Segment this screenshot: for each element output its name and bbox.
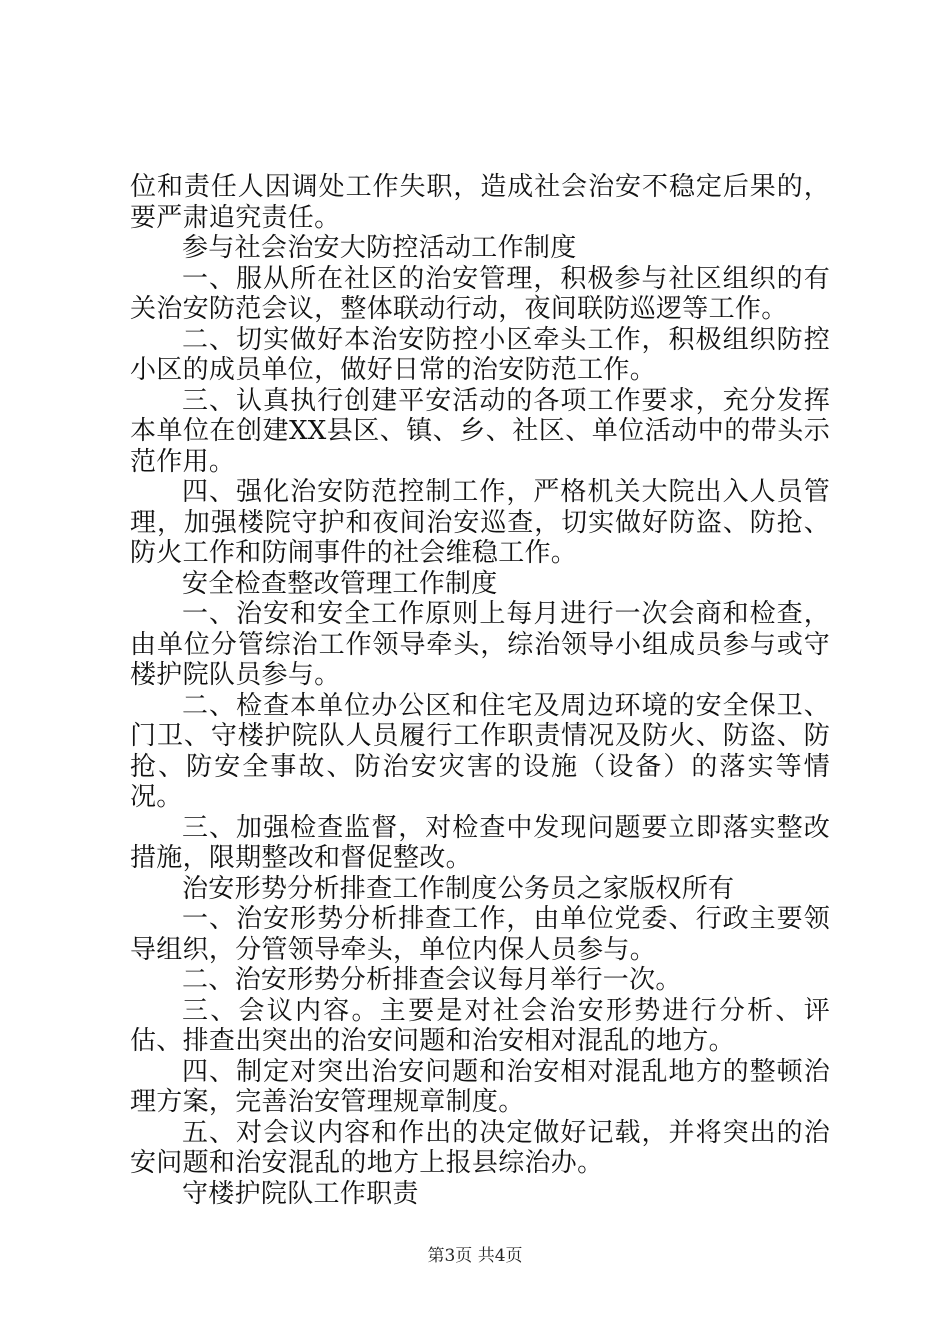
paragraph: 一、治安和安全工作原则上每月进行一次会商和检查，由单位分管综治工作领导牵头，综治领导小组成员参与或守楼护院队员参与。 <box>130 599 830 690</box>
paragraph: 位和责任人因调处工作失职，造成社会治安不稳定后果的，要严肃追究责任。 <box>130 172 830 233</box>
paragraph: 一、服从所在社区的治安管理，积极参与社区组织的有关治安防范会议，整体联动行动，夜间联防巡逻等工作。 <box>130 263 830 324</box>
paragraph: 一、治安形势分析排查工作，由单位党委、行政主要领导组织，分管领导牵头，单位内保人员参与。 <box>130 904 830 965</box>
document-body <box>130 172 830 1209</box>
page-footer: 第3页 共4页 <box>427 1246 523 1266</box>
paragraph: 五、对会议内容和作出的决定做好记载，并将突出的治安问题和治安混乱的地方上报县综治办。 <box>130 1117 830 1178</box>
paragraph: 二、切实做好本治安防控小区牵头工作，积极组织防控小区的成员单位，做好日常的治安防范工作。 <box>130 324 830 385</box>
paragraph: 守楼护院队工作职责 <box>182 1178 419 1209</box>
paragraph: 二、检查本单位办公区和住宅及周边环境的安全保卫、门卫、守楼护院队人员履行工作职责情况及防火、防盗、防抢、防安全事故、防治安灾害的设施（设备）的落实等情况。 <box>130 690 830 812</box>
paragraph: 三、认真执行创建平安活动的各项工作要求，充分发挥本单位在创建XX县区、镇、乡、社区、单位活动中的带头示范作用。 <box>130 385 830 477</box>
paragraph: 四、制定对突出治安问题和治安相对混乱地方的整顿治理方案，完善治安管理规章制度。 <box>130 1056 830 1117</box>
paragraph: 治安形势分析排查工作制度公务员之家版权所有 <box>182 873 735 904</box>
paragraph: 二、治安形势分析排查会议每月举行一次。 <box>182 965 682 995</box>
paragraph: 三、会议内容。主要是对社会治安形势进行分析、评估、排查出突出的治安问题和治安相对混乱的地方。 <box>130 995 830 1056</box>
paragraph: 四、强化治安防范控制工作，严格机关大院出入人员管理，加强楼院守护和夜间治安巡查，切实做好防盗、防抢、防火工作和防闹事件的社会维稳工作。 <box>130 477 830 568</box>
paragraph: 三、加强检查监督，对检查中发现问题要立即落实整改措施，限期整改和督促整改。 <box>130 812 830 873</box>
paragraph: 参与社会治安大防控活动工作制度 <box>182 233 577 263</box>
paragraph: 安全检查整改管理工作制度 <box>182 568 498 599</box>
